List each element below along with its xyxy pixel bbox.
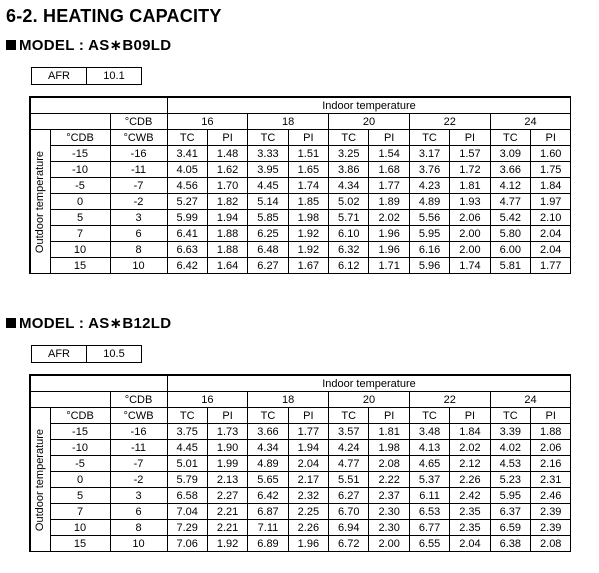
header-row-columns [30, 130, 571, 146]
outdoor-cwb-value: -11 [110, 162, 167, 178]
tc-value: 3.95 [248, 162, 288, 178]
table-row [30, 472, 571, 488]
outdoor-cwb-label: °CWB [110, 408, 167, 424]
table-row [30, 504, 571, 520]
pi-value: 2.08 [531, 536, 571, 552]
outdoor-cdb-value: -15 [50, 424, 110, 440]
pi-column-header: PI [288, 130, 328, 146]
tc-value: 4.53 [490, 456, 530, 472]
pi-value: 2.25 [288, 504, 328, 520]
pi-value: 1.73 [207, 424, 247, 440]
tc-value: 5.01 [167, 456, 207, 472]
afr-label-1: AFR [32, 68, 87, 84]
pi-column-header: PI [288, 408, 328, 424]
pi-value: 1.88 [207, 226, 247, 242]
outdoor-cwb-value: 6 [110, 504, 167, 520]
tc-value: 6.70 [329, 504, 369, 520]
tc-column-header: TC [329, 408, 369, 424]
pi-value: 2.10 [531, 210, 571, 226]
afr-value-2: 10.5 [103, 348, 125, 360]
table-row [30, 440, 571, 456]
outdoor-cwb-value: 8 [110, 520, 167, 536]
pi-value: 1.84 [450, 424, 490, 440]
tc-value: 4.77 [329, 456, 369, 472]
indoor-temp-18: 18 [248, 114, 329, 130]
pi-value: 1.74 [450, 258, 490, 274]
pi-value: 2.00 [450, 242, 490, 258]
pi-value: 1.90 [207, 440, 247, 456]
pi-value: 1.99 [207, 456, 247, 472]
pi-value: 2.42 [450, 488, 490, 504]
table-row [30, 194, 571, 210]
empty-header-cell [30, 392, 110, 408]
corner-cell [30, 375, 167, 392]
pi-value: 1.98 [369, 440, 409, 456]
tc-value: 3.86 [329, 162, 369, 178]
tc-value: 4.45 [248, 178, 288, 194]
tc-value: 6.16 [409, 242, 449, 258]
outdoor-cwb-value: -2 [110, 472, 167, 488]
outdoor-cdb-label: °CDB [50, 408, 110, 424]
tc-value: 6.32 [329, 242, 369, 258]
outdoor-cdb-value: 5 [50, 210, 110, 226]
tc-column-header: TC [490, 130, 530, 146]
outdoor-cdb-value: 5 [50, 488, 110, 504]
header-row-temps [30, 392, 571, 408]
tc-value: 5.56 [409, 210, 449, 226]
tc-value: 3.66 [248, 424, 288, 440]
outdoor-cwb-value: 10 [110, 258, 167, 274]
tc-value: 7.29 [167, 520, 207, 536]
indoor-temp-22: 22 [409, 392, 490, 408]
tc-column-header: TC [248, 130, 288, 146]
pi-value: 1.77 [288, 424, 328, 440]
pi-value: 2.30 [369, 520, 409, 536]
pi-value: 2.06 [450, 210, 490, 226]
outdoor-cwb-value: 3 [110, 488, 167, 504]
tc-value: 5.14 [248, 194, 288, 210]
tc-value: 3.09 [490, 146, 530, 162]
tc-value: 5.23 [490, 472, 530, 488]
pi-column-header: PI [450, 130, 490, 146]
pi-column-header: PI [207, 408, 247, 424]
pi-value: 1.92 [207, 536, 247, 552]
tc-value: 6.87 [248, 504, 288, 520]
pi-value: 1.98 [288, 210, 328, 226]
tc-column-header: TC [490, 408, 530, 424]
table-row [30, 162, 571, 178]
table-row [30, 456, 571, 472]
pi-value: 1.75 [531, 162, 571, 178]
outdoor-cdb-value: 7 [50, 504, 110, 520]
pi-value: 2.04 [531, 226, 571, 242]
tc-value: 6.38 [490, 536, 530, 552]
tc-value: 3.39 [490, 424, 530, 440]
pi-value: 1.92 [288, 226, 328, 242]
pi-value: 1.72 [450, 162, 490, 178]
pi-value: 2.02 [369, 210, 409, 226]
pi-value: 2.32 [288, 488, 328, 504]
outdoor-cwb-value: -11 [110, 440, 167, 456]
pi-value: 2.21 [207, 520, 247, 536]
tc-value: 4.89 [409, 194, 449, 210]
tc-value: 4.77 [490, 194, 530, 210]
tc-value: 4.89 [248, 456, 288, 472]
outdoor-temperature-label-cell [30, 408, 50, 552]
pi-value: 1.96 [288, 536, 328, 552]
tc-value: 5.81 [490, 258, 530, 274]
pi-value: 1.81 [450, 178, 490, 194]
indoor-temperature-header: Indoor temperature [167, 375, 571, 392]
tc-value: 5.85 [248, 210, 288, 226]
tc-value: 5.65 [248, 472, 288, 488]
tc-value: 6.63 [167, 242, 207, 258]
pi-value: 1.85 [288, 194, 328, 210]
tc-value: 4.05 [167, 162, 207, 178]
tc-column-header: TC [409, 130, 449, 146]
outdoor-cdb-value: 10 [50, 242, 110, 258]
pi-value: 2.04 [288, 456, 328, 472]
pi-value: 1.88 [531, 424, 571, 440]
tc-value: 5.80 [490, 226, 530, 242]
pi-value: 1.93 [450, 194, 490, 210]
pi-value: 2.17 [288, 472, 328, 488]
tc-value: 4.56 [167, 178, 207, 194]
tc-value: 4.65 [409, 456, 449, 472]
tc-value: 6.42 [167, 258, 207, 274]
pi-column-header: PI [450, 408, 490, 424]
tc-value: 6.89 [248, 536, 288, 552]
outdoor-cdb-value: 10 [50, 520, 110, 536]
afr-box-2 [31, 345, 142, 363]
indoor-temp-20: 20 [329, 392, 410, 408]
outdoor-cdb-value: -10 [50, 162, 110, 178]
pi-value: 1.82 [207, 194, 247, 210]
table-row [30, 424, 571, 440]
indoor-cdb-label: °CDB [110, 392, 167, 408]
tc-value: 6.58 [167, 488, 207, 504]
indoor-cdb-label: °CDB [110, 114, 167, 130]
table-row [30, 146, 571, 162]
pi-value: 1.88 [207, 242, 247, 258]
outdoor-cdb-value: 0 [50, 472, 110, 488]
pi-value: 2.39 [531, 520, 571, 536]
tc-value: 6.10 [329, 226, 369, 242]
tc-value: 7.06 [167, 536, 207, 552]
model-heading-1 [6, 36, 171, 54]
pi-value: 2.39 [531, 504, 571, 520]
pi-value: 2.00 [450, 226, 490, 242]
table-row [30, 536, 571, 552]
tc-value: 5.79 [167, 472, 207, 488]
header-row-indoor [30, 375, 571, 392]
tc-value: 6.55 [409, 536, 449, 552]
pi-value: 1.68 [369, 162, 409, 178]
header-row-columns [30, 408, 571, 424]
tc-value: 3.25 [329, 146, 369, 162]
pi-value: 1.94 [207, 210, 247, 226]
tc-value: 6.72 [329, 536, 369, 552]
outdoor-cdb-value: 15 [50, 258, 110, 274]
pi-value: 1.70 [207, 178, 247, 194]
outdoor-cdb-value: -5 [50, 178, 110, 194]
pi-value: 1.48 [207, 146, 247, 162]
pi-value: 2.26 [450, 472, 490, 488]
tc-value: 6.11 [409, 488, 449, 504]
afr-label-2: AFR [32, 346, 87, 362]
pi-value: 2.26 [288, 520, 328, 536]
tc-value: 6.77 [409, 520, 449, 536]
tc-value: 6.00 [490, 242, 530, 258]
pi-value: 2.00 [369, 536, 409, 552]
tc-column-header: TC [167, 130, 207, 146]
indoor-temp-24: 24 [490, 392, 571, 408]
tc-value: 4.34 [248, 440, 288, 456]
pi-column-header: PI [207, 130, 247, 146]
heating-capacity-table-2 [29, 374, 571, 552]
pi-value: 2.22 [369, 472, 409, 488]
tc-value: 3.76 [409, 162, 449, 178]
tc-value: 6.53 [409, 504, 449, 520]
outdoor-cdb-value: -5 [50, 456, 110, 472]
header-row-indoor [30, 97, 571, 114]
tc-value: 3.75 [167, 424, 207, 440]
tc-value: 5.95 [490, 488, 530, 504]
pi-column-header: PI [369, 130, 409, 146]
tc-value: 4.24 [329, 440, 369, 456]
empty-header-cell [30, 114, 110, 130]
pi-value: 2.04 [450, 536, 490, 552]
tc-value: 5.27 [167, 194, 207, 210]
tc-value: 6.27 [248, 258, 288, 274]
tc-value: 5.42 [490, 210, 530, 226]
pi-value: 2.13 [207, 472, 247, 488]
tc-value: 5.99 [167, 210, 207, 226]
pi-value: 2.30 [369, 504, 409, 520]
indoor-temp-22: 22 [409, 114, 490, 130]
pi-value: 2.35 [450, 504, 490, 520]
pi-value: 1.96 [369, 226, 409, 242]
tc-value: 4.34 [329, 178, 369, 194]
pi-value: 1.84 [531, 178, 571, 194]
pi-value: 1.51 [288, 146, 328, 162]
tc-value: 4.45 [167, 440, 207, 456]
tc-value: 6.42 [248, 488, 288, 504]
tc-value: 4.12 [490, 178, 530, 194]
tc-value: 3.41 [167, 146, 207, 162]
tc-column-header: TC [167, 408, 207, 424]
outdoor-cdb-value: -15 [50, 146, 110, 162]
square-bullet-icon [6, 318, 16, 328]
outdoor-cdb-value: -10 [50, 440, 110, 456]
indoor-temp-16: 16 [167, 114, 248, 130]
pi-value: 2.06 [531, 440, 571, 456]
corner-cell [30, 97, 167, 114]
tc-value: 6.48 [248, 242, 288, 258]
model-title-1: MODEL : AS∗B09LD [19, 37, 172, 54]
pi-value: 1.54 [369, 146, 409, 162]
tc-value: 5.71 [329, 210, 369, 226]
outdoor-cwb-value: -16 [110, 146, 167, 162]
pi-value: 2.12 [450, 456, 490, 472]
table-row [30, 178, 571, 194]
tc-value: 3.17 [409, 146, 449, 162]
outdoor-cwb-value: -7 [110, 456, 167, 472]
outdoor-temperature-label: Outdoor temperature [34, 150, 47, 253]
outdoor-cdb-value: 15 [50, 536, 110, 552]
indoor-temp-16: 16 [167, 392, 248, 408]
pi-value: 2.46 [531, 488, 571, 504]
indoor-temp-24: 24 [490, 114, 571, 130]
model-heading-2 [6, 314, 171, 332]
tc-value: 6.25 [248, 226, 288, 242]
pi-value: 1.92 [288, 242, 328, 258]
table-row [30, 488, 571, 504]
pi-value: 1.96 [369, 242, 409, 258]
tc-value: 5.95 [409, 226, 449, 242]
tc-value: 3.66 [490, 162, 530, 178]
pi-value: 2.35 [450, 520, 490, 536]
pi-value: 2.02 [450, 440, 490, 456]
table-row [30, 520, 571, 536]
tc-value: 6.59 [490, 520, 530, 536]
tc-value: 6.37 [490, 504, 530, 520]
pi-value: 2.08 [369, 456, 409, 472]
page-title: 6-2. HEATING CAPACITY [6, 6, 222, 26]
afr-value-1: 10.1 [103, 70, 125, 82]
pi-column-header: PI [531, 130, 571, 146]
model-title-2: MODEL : AS∗B12LD [19, 315, 172, 332]
tc-value: 6.27 [329, 488, 369, 504]
pi-value: 1.97 [531, 194, 571, 210]
outdoor-cwb-value: -16 [110, 424, 167, 440]
tc-value: 6.94 [329, 520, 369, 536]
tc-column-header: TC [409, 408, 449, 424]
pi-value: 2.31 [531, 472, 571, 488]
outdoor-cwb-value: -7 [110, 178, 167, 194]
outdoor-cwb-value: 8 [110, 242, 167, 258]
square-bullet-icon [6, 40, 16, 50]
tc-value: 5.37 [409, 472, 449, 488]
tc-value: 7.11 [248, 520, 288, 536]
pi-value: 2.16 [531, 456, 571, 472]
table-row [30, 226, 571, 242]
outdoor-temperature-label-cell [30, 130, 50, 274]
pi-value: 2.21 [207, 504, 247, 520]
outdoor-temperature-label: Outdoor temperature [34, 428, 47, 531]
outdoor-cwb-value: 10 [110, 536, 167, 552]
pi-value: 1.77 [531, 258, 571, 274]
pi-value: 1.71 [369, 258, 409, 274]
pi-value: 1.60 [531, 146, 571, 162]
pi-value: 1.57 [450, 146, 490, 162]
outdoor-cdb-value: 7 [50, 226, 110, 242]
table-row [30, 210, 571, 226]
pi-value: 1.94 [288, 440, 328, 456]
outdoor-cwb-value: -2 [110, 194, 167, 210]
tc-value: 7.04 [167, 504, 207, 520]
tc-value: 4.02 [490, 440, 530, 456]
tc-value: 5.96 [409, 258, 449, 274]
pi-value: 2.04 [531, 242, 571, 258]
tc-column-header: TC [248, 408, 288, 424]
outdoor-cwb-label: °CWB [110, 130, 167, 146]
pi-value: 1.64 [207, 258, 247, 274]
tc-value: 3.57 [329, 424, 369, 440]
tc-value: 4.23 [409, 178, 449, 194]
outdoor-cdb-label: °CDB [50, 130, 110, 146]
tc-column-header: TC [329, 130, 369, 146]
pi-value: 1.67 [288, 258, 328, 274]
indoor-temp-20: 20 [329, 114, 410, 130]
outdoor-cwb-value: 6 [110, 226, 167, 242]
outdoor-cdb-value: 0 [50, 194, 110, 210]
pi-value: 1.74 [288, 178, 328, 194]
tc-value: 5.02 [329, 194, 369, 210]
pi-column-header: PI [531, 408, 571, 424]
pi-value: 1.65 [288, 162, 328, 178]
pi-column-header: PI [369, 408, 409, 424]
outdoor-cwb-value: 3 [110, 210, 167, 226]
afr-box-1 [31, 67, 142, 85]
table-row [30, 258, 571, 274]
pi-value: 1.77 [369, 178, 409, 194]
tc-value: 3.48 [409, 424, 449, 440]
pi-value: 1.89 [369, 194, 409, 210]
header-row-temps [30, 114, 571, 130]
table-row [30, 242, 571, 258]
indoor-temperature-header: Indoor temperature [167, 97, 571, 114]
tc-value: 5.51 [329, 472, 369, 488]
pi-value: 2.27 [207, 488, 247, 504]
tc-value: 3.33 [248, 146, 288, 162]
pi-value: 1.81 [369, 424, 409, 440]
heating-capacity-table-1 [29, 96, 571, 274]
tc-value: 4.13 [409, 440, 449, 456]
pi-value: 1.62 [207, 162, 247, 178]
tc-value: 6.12 [329, 258, 369, 274]
tc-value: 6.41 [167, 226, 207, 242]
indoor-temp-18: 18 [248, 392, 329, 408]
pi-value: 2.37 [369, 488, 409, 504]
